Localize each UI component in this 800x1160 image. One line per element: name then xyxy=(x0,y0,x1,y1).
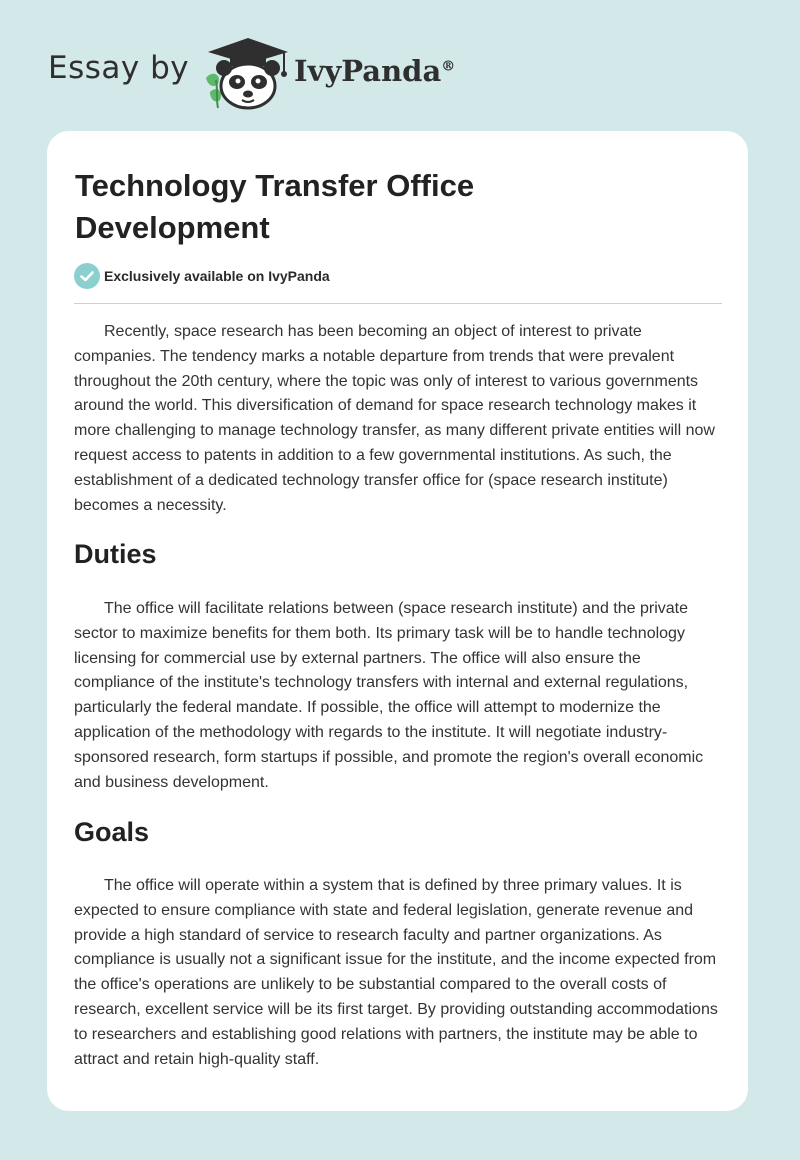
article-card xyxy=(47,131,748,1111)
duties-paragraph: The office will facilitate relations between (space research institute) and the private sector to maximize benefits for them both. Its primary task will be to handle technology licensing for commercial use by external partners. The office will also ensure the compliance of the institute's technology transfers with internal and external regulations, particularly the federal mandate. If possible, the office will attempt to modernize the application of the methodology with regards to the institute. It will negotiate industry-sponsored research, form startups if possible, and promote the region's overall economic and business development. xyxy=(74,600,704,791)
registered-mark: ® xyxy=(441,58,456,75)
brand-name-text: IvyPanda xyxy=(294,54,442,88)
brand-prefix: Essay by xyxy=(48,50,190,86)
brand-header xyxy=(48,34,548,110)
check-circle-icon xyxy=(74,263,100,289)
divider xyxy=(74,303,722,304)
exclusive-label: Exclusively available on IvyPanda xyxy=(104,268,330,284)
panda-logo-icon[interactable] xyxy=(200,34,296,110)
page-title: Technology Transfer Office Development xyxy=(75,168,475,245)
brand-name xyxy=(294,54,455,88)
goals-paragraph: The office will operate within a system that is defined by three primary values. It is expected to ensure compliance with state and federal legislation, generate revenue and provide a high standard of service to research faculty and partner organizations. As compliance is usually not a significant issue for the institute, and the income expected from the office's operations are unlikely to be substantial compared to the overall costs of research, excellent service will be its first target. By providing outstanding accommodations to researchers and establishing good relations with partners, the institute may be able to attract and retain high-quality staff. xyxy=(74,877,718,1068)
section-heading-duties: Duties xyxy=(74,539,157,569)
section-heading-goals: Goals xyxy=(74,817,150,847)
intro-paragraph: Recently, space research has been becoming an object of interest to private companies. The tendency marks a notable departure from trends that were prevalent throughout the 20th century, where the topic was only of interest to various governments around the world. This diversification of demand for space research technology makes it more challenging to manage technology transfer, as many different private entities will now request access to patents in addition to a few governmental institutions. As such, the establishment of a dedicated technology transfer office for (space research institute) becomes a necessity. xyxy=(74,323,715,514)
